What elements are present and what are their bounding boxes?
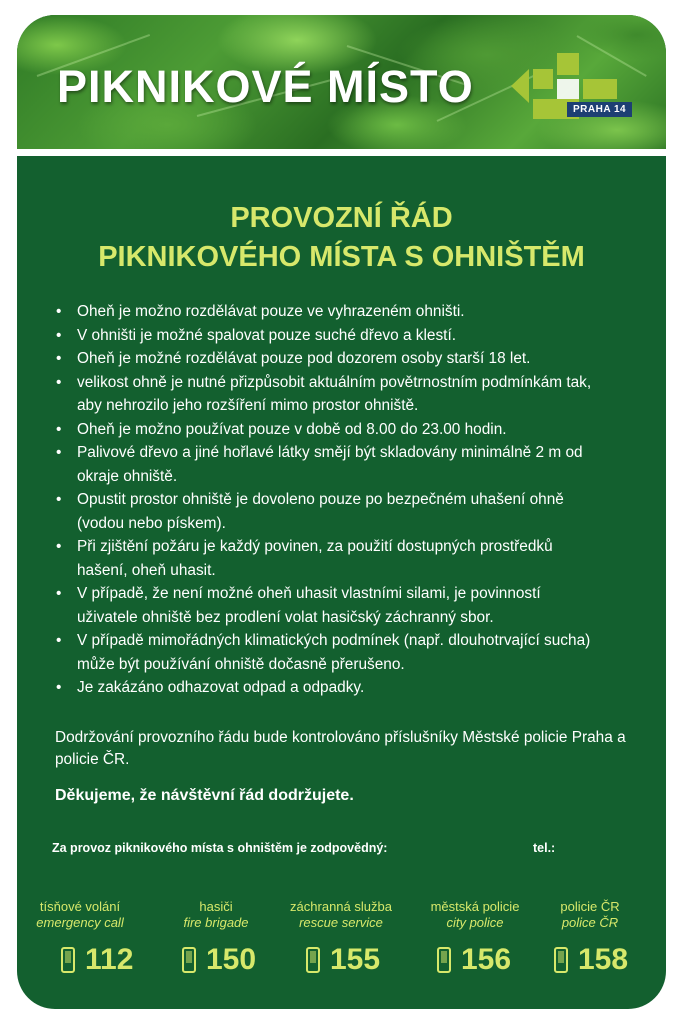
city-police-number[interactable] <box>437 940 511 980</box>
contact-label-cz: městská policie <box>430 899 520 914</box>
rule-item <box>55 582 635 629</box>
rule-text-continued: může být používání ohniště dočasně přerušeno. <box>77 655 405 673</box>
phone-number: 155 <box>330 943 381 976</box>
bullet-icon: • <box>56 326 62 344</box>
rule-text-continued: aby nehrozilo jeho rozšíření mimo prostor ohniště. <box>77 397 419 414</box>
contact-label-en: fire brigade <box>183 915 249 930</box>
contact-label-en: rescue service <box>299 915 383 930</box>
rule-item <box>55 324 635 348</box>
rule-text-continued: uživatele ohniště bez prodlení volat hasičský záchranný sbor. <box>77 608 494 626</box>
bullet-icon: • <box>56 444 62 461</box>
contact-label-en: emergency call <box>36 915 124 930</box>
phone-icon <box>61 947 75 973</box>
fire-number[interactable] <box>182 940 256 980</box>
rule-text-continued: hašení, oheň uhasit. <box>77 561 216 579</box>
rule-text: V ohništi je možné spalovat pouze suché dřevo a klestí. <box>77 326 456 344</box>
thanks-text: Děkujeme, že návštěvní řád dodržujete. <box>55 787 354 804</box>
phone-number: 112 <box>85 943 134 976</box>
rule-text: velikost ohně je nutné přizpůsobit aktuálním povětrnostním podmínkám tak, <box>77 373 592 391</box>
bullet-icon: • <box>56 679 62 696</box>
rule-item <box>55 371 635 418</box>
page-title: PIKNIKOVÉ MÍSTO <box>57 61 474 112</box>
rules-heading-line2: PIKNIKOVÉHO MÍSTA S OHNIŠTĚM <box>98 241 585 273</box>
rule-item <box>55 300 635 324</box>
rule-text: Je zakázáno odhazovat odpad a odpadky. <box>77 679 365 696</box>
bullet-icon: • <box>56 632 62 649</box>
header-divider <box>17 149 666 156</box>
rule-item <box>55 488 635 535</box>
phone-icon <box>554 947 568 973</box>
phone-number: 150 <box>206 943 257 976</box>
rule-item <box>55 629 635 676</box>
contact-rescue <box>276 899 406 931</box>
police-cr-number[interactable] <box>554 940 628 980</box>
responsible-label: Za provoz piknikového místa s ohništěm je zodpovědný: <box>52 841 388 855</box>
bullet-icon: • <box>56 585 62 602</box>
phone-icon <box>437 947 451 973</box>
rescue-number[interactable] <box>306 940 380 980</box>
contact-label-cz: tísňové volání <box>39 899 121 914</box>
rules-list <box>55 300 635 700</box>
bullet-icon: • <box>56 538 62 555</box>
rule-item <box>55 347 635 371</box>
phone-number: 158 <box>578 943 629 976</box>
rule-item <box>55 418 635 442</box>
contact-label-cz: hasiči <box>199 899 233 914</box>
contact-label-en: police ČR <box>561 915 619 930</box>
bullet-icon: • <box>56 373 62 391</box>
rule-text-continued: okraje ohniště. <box>77 467 178 485</box>
contact-city-police <box>410 899 540 931</box>
contact-police-cr <box>525 899 655 931</box>
rule-text: Při zjištění požáru je každý povinen, za použití dostupných prostředků <box>77 538 553 555</box>
bullet-icon: • <box>56 420 62 438</box>
rule-text: Oheň je možno rozdělávat pouze ve vyhrazeném ohništi. <box>77 303 465 320</box>
rule-item <box>55 676 635 700</box>
bullet-icon: • <box>56 350 62 367</box>
rule-text: V případě mimořádných klimatických podmínek (např. dlouhotrvající sucha) <box>77 632 591 649</box>
praha14-logo-label: PRAHA 14 <box>567 102 632 117</box>
bullet-icon: • <box>56 491 62 508</box>
leaf-header-banner <box>17 15 666 149</box>
rule-text: V případě, že není možné oheň uhasit vlastními silami, je povinností <box>77 585 541 602</box>
enforcement-paragraph: Dodržování provozního řádu bude kontrolováno příslušníky Městské policie Praha a policie ČR. <box>55 729 626 768</box>
contact-fire <box>151 899 281 931</box>
contact-label-en: city police <box>446 915 504 930</box>
rule-text-continued: (vodou nebo pískem). <box>77 514 226 532</box>
rule-text: Oheň je možné rozdělávat pouze pod dozorem osoby starší 18 let. <box>77 350 531 367</box>
phone-icon <box>306 947 320 973</box>
contact-label-cz: policie ČR <box>560 899 620 914</box>
rule-text: Opustit prostor ohniště je dovoleno pouze po bezpečném uhašení ohně <box>77 491 564 508</box>
rule-item <box>55 535 635 582</box>
emergency-number[interactable] <box>61 940 133 980</box>
sign-board <box>17 15 666 1009</box>
phone-number: 156 <box>461 943 512 976</box>
rule-item <box>55 441 635 488</box>
rule-text: Oheň je možno používat pouze v době od 8.00 do 23.00 hodin. <box>77 420 507 438</box>
tel-label: tel.: <box>533 841 556 855</box>
rules-heading-line1: PROVOZNÍ ŘÁD <box>230 202 453 234</box>
contact-emergency <box>17 899 145 931</box>
bullet-icon: • <box>56 303 62 320</box>
contact-label-cz: záchranná služba <box>290 899 392 914</box>
phone-icon <box>182 947 196 973</box>
rule-text: Palivové dřevo a jiné hořlavé látky smějí být skladovány minimálně 2 m od <box>77 444 583 461</box>
